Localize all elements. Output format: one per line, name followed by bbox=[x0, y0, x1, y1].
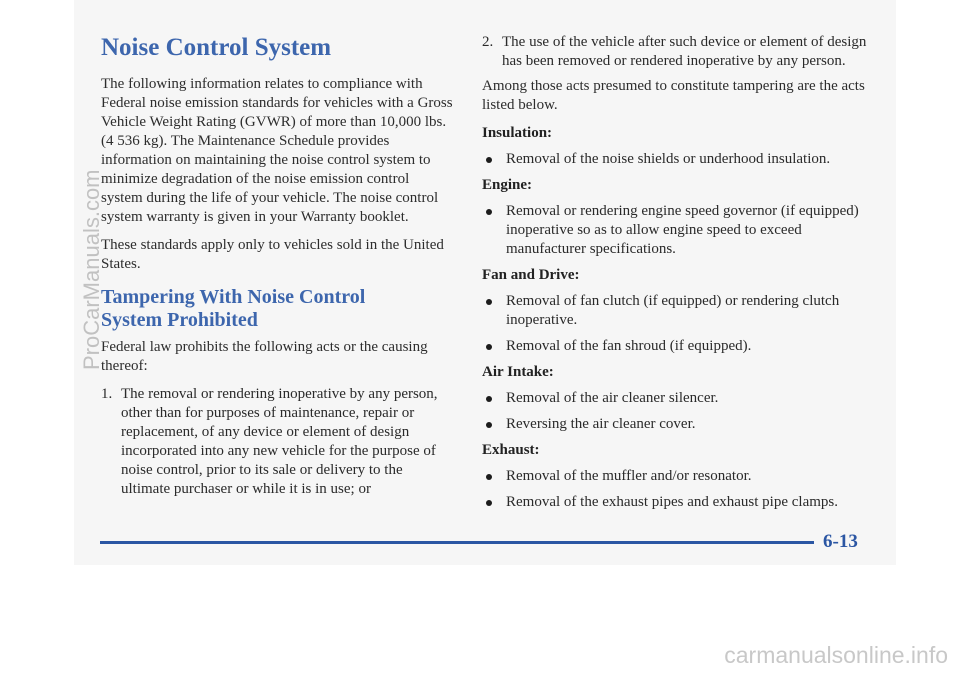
bullet-text: Removal of the muffler and/or resonator. bbox=[506, 468, 752, 484]
air-intake-heading: Air Intake: bbox=[482, 364, 554, 380]
page-number: 6-13 bbox=[823, 531, 858, 552]
bullet-text: Removal of the exhaust pipes and exhaust pipe clamps. bbox=[506, 494, 838, 510]
bullet-icon bbox=[486, 299, 492, 305]
list-item bbox=[482, 337, 872, 356]
bullet-icon bbox=[486, 474, 492, 480]
list-item bbox=[482, 150, 872, 169]
bullet-text: Removal of fan clutch (if equipped) or rendering clutch inoperative. bbox=[506, 293, 840, 328]
list-item bbox=[482, 415, 872, 434]
fan-drive-heading: Fan and Drive: bbox=[482, 267, 580, 283]
item-number: 1. bbox=[101, 386, 113, 402]
list-item bbox=[482, 467, 872, 486]
standards-paragraph: These standards apply only to vehicles sold in the United States. bbox=[101, 237, 444, 272]
list-item bbox=[482, 202, 872, 259]
list-item bbox=[482, 33, 872, 71]
bullet-text: Removal of the noise shields or underhood insulation. bbox=[506, 151, 831, 167]
item-text: The use of the vehicle after such device or element of design has been removed or rendered inoperative by any person. bbox=[502, 34, 867, 69]
footer-rule bbox=[100, 541, 814, 544]
bullet-text: Reversing the air cleaner cover. bbox=[506, 416, 696, 432]
list-item bbox=[101, 385, 453, 499]
item-number: 2. bbox=[482, 34, 494, 50]
acts-intro-paragraph: Among those acts presumed to constitute tampering are the acts listed below. bbox=[482, 78, 865, 113]
prohibited-acts-list bbox=[101, 385, 453, 499]
bullet-icon bbox=[486, 209, 492, 215]
bullet-icon bbox=[486, 396, 492, 402]
bullet-icon bbox=[486, 157, 492, 163]
insulation-heading: Insulation: bbox=[482, 125, 553, 141]
side-watermark: ProCarManuals.com bbox=[79, 169, 104, 370]
item-text: The removal or rendering inoperative by any person, other than for purposes of maintenance, repair or replacement, of any device or element of design incorporated into any new vehicle for the purpose of noise control, prior to its sale or delivery to the ultimate purchaser or while it is in use; or bbox=[121, 386, 438, 497]
bullet-text: Removal or rendering engine speed governor (if equipped) inoperative so as to allow engine speed to exceed manufacturer specifications. bbox=[506, 203, 859, 257]
intro-paragraph: The following information relates to compliance with Federal noise emission standards for vehicles with a Gross Vehicle Weight Rating (GVWR) of more than 10,000 lbs. (4 536 kg). The Maintenance Schedule provides information on maintaining the noise control system to minimize degradation of the noise emission control system during the life of your vehicle. The noise control system warranty is given in your Warranty booklet. bbox=[101, 76, 453, 225]
list-item bbox=[482, 389, 872, 408]
bullet-icon bbox=[486, 500, 492, 506]
bullet-text: Removal of the air cleaner silencer. bbox=[506, 390, 719, 406]
left-column bbox=[101, 33, 453, 505]
list-item bbox=[482, 493, 872, 512]
page-title: Noise Control System bbox=[101, 34, 332, 61]
bullet-text: Removal of the fan shroud (if equipped). bbox=[506, 338, 752, 354]
bullet-icon bbox=[486, 422, 492, 428]
bottom-watermark: carmanualsonline.info bbox=[724, 642, 948, 668]
tampering-heading: Tampering With Noise Control System Prohibited bbox=[101, 286, 366, 331]
bullet-icon bbox=[486, 344, 492, 350]
right-column bbox=[482, 33, 872, 519]
prohibited-acts-list-continued bbox=[482, 33, 872, 71]
federal-law-paragraph: Federal law prohibits the following acts or the causing thereof: bbox=[101, 339, 428, 374]
list-item bbox=[482, 292, 872, 330]
exhaust-heading: Exhaust: bbox=[482, 442, 540, 458]
engine-heading: Engine: bbox=[482, 177, 533, 193]
